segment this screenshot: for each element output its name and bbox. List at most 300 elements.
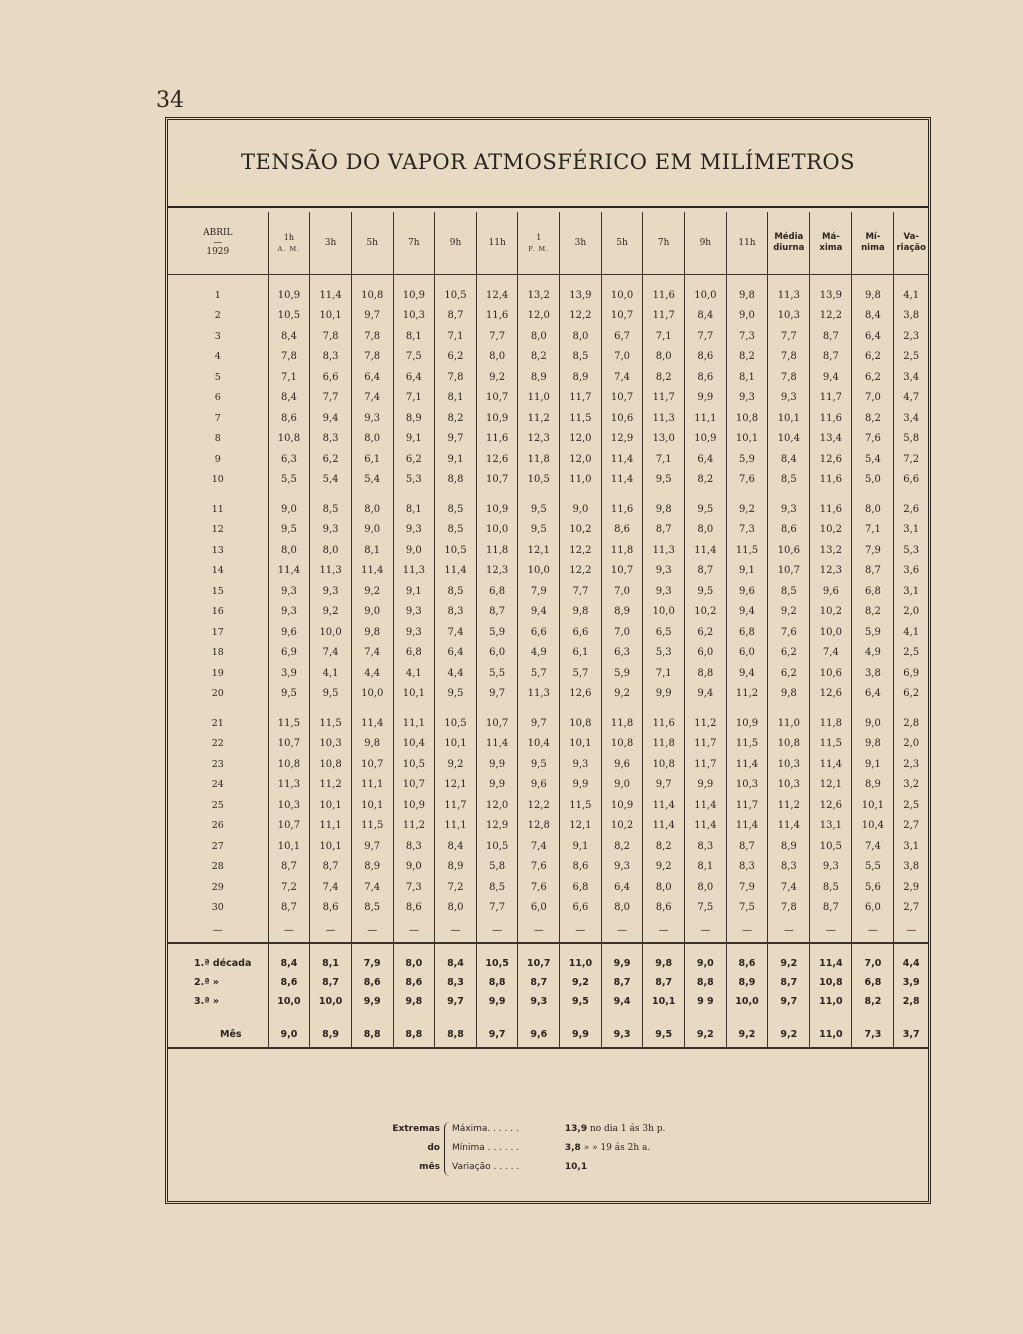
value-cell: 12,3 bbox=[810, 561, 852, 582]
value-cell: 2,8 bbox=[894, 992, 928, 1011]
value-cell: 8,7 bbox=[852, 561, 894, 582]
value-cell: 10,1 bbox=[393, 684, 435, 705]
value-cell: 6,8 bbox=[852, 973, 894, 992]
value-cell: 7,3 bbox=[393, 877, 435, 898]
value-cell: 10,0 bbox=[351, 684, 393, 705]
value-cell: 7,1 bbox=[852, 520, 894, 541]
extremes-caption bbox=[378, 1120, 440, 1177]
day-row bbox=[168, 429, 928, 450]
value-cell: 10,9 bbox=[476, 408, 518, 429]
day-row bbox=[168, 754, 928, 775]
value-cell: 8,6 bbox=[726, 954, 768, 973]
value-cell: 11,0 bbox=[518, 388, 560, 409]
day-row bbox=[168, 704, 928, 734]
value-cell: 2,3 bbox=[894, 326, 928, 347]
value-cell: 4,7 bbox=[894, 388, 928, 409]
value-cell: 9,1 bbox=[435, 449, 477, 470]
value-cell: 6,3 bbox=[268, 449, 310, 470]
value-cell: 8,2 bbox=[643, 367, 685, 388]
value-cell: 11,2 bbox=[685, 704, 727, 734]
value-cell: 11,6 bbox=[810, 490, 852, 520]
value-cell: 11,3 bbox=[518, 684, 560, 705]
value-cell: 5,5 bbox=[268, 470, 310, 491]
day-row bbox=[168, 306, 928, 327]
value-cell: 8,1 bbox=[310, 954, 352, 973]
day-row bbox=[168, 275, 928, 306]
value-cell: 10,7 bbox=[601, 561, 643, 582]
value-cell: 8,6 bbox=[685, 367, 727, 388]
value-cell: 10,3 bbox=[310, 734, 352, 755]
value-cell: 9,3 bbox=[393, 622, 435, 643]
value-cell: 9,2 bbox=[768, 602, 810, 623]
value-cell: 7,8 bbox=[351, 347, 393, 368]
header-hour-period: P. M. bbox=[528, 244, 550, 253]
row-label: 27 bbox=[211, 840, 224, 852]
spacer-cell bbox=[601, 943, 643, 954]
value-cell: 2,6 bbox=[894, 490, 928, 520]
value-cell: 10,7 bbox=[268, 816, 310, 837]
value-cell: 8,1 bbox=[393, 326, 435, 347]
value-cell: 8,3 bbox=[435, 973, 477, 992]
header-hour-label: 3h bbox=[324, 237, 337, 248]
value-cell: 8,4 bbox=[435, 954, 477, 973]
value-cell: 10,5 bbox=[268, 306, 310, 327]
value-cell: 9,9 bbox=[476, 754, 518, 775]
value-cell: 8,0 bbox=[476, 347, 518, 368]
value-cell: 6,4 bbox=[435, 643, 477, 664]
value-cell: 11,7 bbox=[685, 754, 727, 775]
value-cell: 8,0 bbox=[393, 954, 435, 973]
value-cell: 11,5 bbox=[351, 816, 393, 837]
spacer-cell bbox=[168, 943, 268, 954]
dash-cell: — bbox=[685, 918, 727, 943]
day-row bbox=[168, 877, 928, 898]
dash-cell: — bbox=[726, 918, 768, 943]
spacer-cell bbox=[894, 943, 928, 954]
table-title: TENSÃO DO VAPOR ATMOSFÉRICO EM MILÍMETROS bbox=[240, 150, 856, 174]
day-row bbox=[168, 684, 928, 705]
value-cell: 9,8 bbox=[852, 734, 894, 755]
value-cell: 8,5 bbox=[768, 581, 810, 602]
value-cell: 8,8 bbox=[435, 470, 477, 491]
value-cell: 8,5 bbox=[560, 347, 602, 368]
value-cell: 12,6 bbox=[810, 449, 852, 470]
value-cell: 3,4 bbox=[894, 408, 928, 429]
value-cell: 13,9 bbox=[560, 275, 602, 306]
extremes-block bbox=[378, 1120, 698, 1180]
value-cell: 5,4 bbox=[310, 470, 352, 491]
value-cell: 9,6 bbox=[601, 754, 643, 775]
value-cell: 9,7 bbox=[351, 836, 393, 857]
value-cell: 8,7 bbox=[310, 857, 352, 878]
spacer-cell bbox=[393, 943, 435, 954]
value-cell: 2,9 bbox=[894, 877, 928, 898]
value-cell: 8,7 bbox=[726, 836, 768, 857]
row-label: 21 bbox=[211, 717, 224, 729]
value-cell: 8,4 bbox=[852, 306, 894, 327]
value-cell: 12,2 bbox=[560, 561, 602, 582]
value-cell: 8,0 bbox=[268, 540, 310, 561]
value-cell: 7,9 bbox=[852, 540, 894, 561]
extremes-values bbox=[452, 1120, 665, 1177]
value-cell: 11,4 bbox=[685, 816, 727, 837]
value-cell: 10,5 bbox=[518, 470, 560, 491]
value-cell: 12,6 bbox=[560, 684, 602, 705]
value-cell: 13,1 bbox=[810, 816, 852, 837]
value-cell: 6,2 bbox=[310, 449, 352, 470]
value-cell: 12,2 bbox=[810, 306, 852, 327]
value-cell: 7,4 bbox=[310, 643, 352, 664]
spacer-cell bbox=[310, 943, 352, 954]
value-cell: 8,8 bbox=[393, 1011, 435, 1048]
value-cell: 11,2 bbox=[310, 775, 352, 796]
dash-cell: — bbox=[393, 918, 435, 943]
header-maxima: Má- xima bbox=[810, 212, 852, 275]
value-cell: 7,2 bbox=[435, 877, 477, 898]
value-cell: 10,7 bbox=[518, 954, 560, 973]
dash-cell: — bbox=[268, 918, 310, 943]
value-cell: 10,1 bbox=[726, 429, 768, 450]
value-cell: 8,8 bbox=[685, 973, 727, 992]
value-cell: 8,1 bbox=[393, 490, 435, 520]
dash-row bbox=[168, 918, 928, 943]
value-cell: 6,3 bbox=[601, 643, 643, 664]
value-cell: 7,3 bbox=[726, 520, 768, 541]
value-cell: 10,2 bbox=[560, 520, 602, 541]
value-cell: 8,3 bbox=[393, 836, 435, 857]
value-cell: 8,6 bbox=[351, 973, 393, 992]
value-cell: 9,9 bbox=[351, 992, 393, 1011]
row-label: 3 bbox=[214, 330, 221, 342]
value-cell: 9,0 bbox=[726, 306, 768, 327]
value-cell: 9,3 bbox=[643, 561, 685, 582]
value-cell: 11,0 bbox=[810, 1011, 852, 1048]
value-cell: 2,7 bbox=[894, 898, 928, 919]
value-cell: 11,6 bbox=[810, 408, 852, 429]
value-cell: 10,0 bbox=[685, 275, 727, 306]
value-cell: 3,4 bbox=[894, 367, 928, 388]
day-row bbox=[168, 643, 928, 664]
value-cell: 13,2 bbox=[810, 540, 852, 561]
value-cell: 10,0 bbox=[601, 275, 643, 306]
row-label: 20 bbox=[211, 688, 224, 700]
value-cell: 8,5 bbox=[810, 877, 852, 898]
value-cell: 9,5 bbox=[643, 470, 685, 491]
decade-row bbox=[168, 973, 928, 992]
value-cell: 5,4 bbox=[351, 470, 393, 491]
value-cell: 11,3 bbox=[643, 408, 685, 429]
value-cell: 8,4 bbox=[685, 306, 727, 327]
value-cell: 10,7 bbox=[601, 306, 643, 327]
header-hour-label: 3h bbox=[574, 237, 587, 248]
value-cell: 3,2 bbox=[894, 775, 928, 796]
value-cell: 10,0 bbox=[310, 622, 352, 643]
value-cell: 12,1 bbox=[518, 540, 560, 561]
day-row bbox=[168, 449, 928, 470]
row-label: 14 bbox=[211, 565, 224, 577]
day-row bbox=[168, 326, 928, 347]
value-cell: 5,9 bbox=[726, 449, 768, 470]
value-cell: 10,1 bbox=[852, 795, 894, 816]
value-cell: 12,1 bbox=[560, 816, 602, 837]
value-cell: 6,0 bbox=[852, 898, 894, 919]
day-row bbox=[168, 581, 928, 602]
value-cell: 11,3 bbox=[393, 561, 435, 582]
value-cell: 3,8 bbox=[894, 857, 928, 878]
value-cell: 11,1 bbox=[393, 704, 435, 734]
header-row bbox=[168, 212, 928, 275]
value-cell: 8,0 bbox=[351, 429, 393, 450]
value-cell: 9,1 bbox=[393, 429, 435, 450]
dash-cell: — bbox=[852, 918, 894, 943]
value-cell: 10,8 bbox=[810, 973, 852, 992]
header-hour-10 bbox=[643, 212, 685, 275]
value-cell: 9,4 bbox=[310, 408, 352, 429]
value-cell: 6,1 bbox=[351, 449, 393, 470]
value-cell: 9,5 bbox=[518, 754, 560, 775]
row-label: 25 bbox=[211, 799, 224, 811]
spacer-row bbox=[168, 943, 928, 954]
value-cell: 5,9 bbox=[852, 622, 894, 643]
value-cell: 11,5 bbox=[560, 408, 602, 429]
value-cell: 7,0 bbox=[852, 954, 894, 973]
value-cell: 11,8 bbox=[518, 449, 560, 470]
value-cell: 11,0 bbox=[560, 954, 602, 973]
value-cell: 7,4 bbox=[351, 877, 393, 898]
day-row bbox=[168, 490, 928, 520]
value-cell: 6,6 bbox=[560, 622, 602, 643]
value-cell: 10,4 bbox=[852, 816, 894, 837]
value-cell: 4,1 bbox=[393, 663, 435, 684]
value-cell: 10,5 bbox=[476, 954, 518, 973]
value-cell: 6,0 bbox=[476, 643, 518, 664]
value-cell: 8,5 bbox=[310, 490, 352, 520]
header-hour-label: 5h bbox=[366, 237, 378, 248]
value-cell: 7,1 bbox=[268, 367, 310, 388]
header-minima: Mí- nima bbox=[852, 212, 894, 275]
value-cell: 7,0 bbox=[601, 581, 643, 602]
value-cell: 9,9 bbox=[685, 775, 727, 796]
value-cell: 10,5 bbox=[810, 836, 852, 857]
value-cell: 6,8 bbox=[560, 877, 602, 898]
dash-cell: — bbox=[601, 918, 643, 943]
value-cell: 7,5 bbox=[393, 347, 435, 368]
value-cell: 12,0 bbox=[518, 306, 560, 327]
header-year: 1929 bbox=[206, 247, 230, 257]
value-cell: 5,4 bbox=[852, 449, 894, 470]
decade-row bbox=[168, 954, 928, 973]
value-cell: 9,3 bbox=[268, 602, 310, 623]
value-cell: 9,4 bbox=[726, 663, 768, 684]
value-cell: 9,7 bbox=[435, 429, 477, 450]
row-label: 7 bbox=[214, 412, 221, 424]
value-cell: 6,8 bbox=[852, 581, 894, 602]
value-cell: 10,9 bbox=[685, 429, 727, 450]
value-cell: 10,7 bbox=[476, 470, 518, 491]
value-cell: 8,6 bbox=[601, 520, 643, 541]
header-hour-11 bbox=[685, 212, 727, 275]
value-cell: 9,3 bbox=[601, 1011, 643, 1048]
value-cell: 12,0 bbox=[476, 795, 518, 816]
value-cell: 7,9 bbox=[726, 877, 768, 898]
value-cell: 9,8 bbox=[852, 275, 894, 306]
value-cell: 8,3 bbox=[768, 857, 810, 878]
dash-cell: — bbox=[351, 918, 393, 943]
value-cell: 9,2 bbox=[601, 684, 643, 705]
row-label: 17 bbox=[211, 626, 224, 638]
value-cell: 6,6 bbox=[560, 898, 602, 919]
value-cell: 3,7 bbox=[894, 1011, 928, 1048]
dash-cell: — bbox=[435, 918, 477, 943]
value-cell: 11,4 bbox=[601, 449, 643, 470]
value-cell: 7,4 bbox=[601, 367, 643, 388]
value-cell: 10,7 bbox=[476, 704, 518, 734]
value-cell: 8,0 bbox=[643, 347, 685, 368]
spacer-cell bbox=[435, 943, 477, 954]
row-label: 5 bbox=[214, 371, 221, 383]
row-label: 30 bbox=[211, 902, 224, 914]
value-cell: 9,5 bbox=[518, 520, 560, 541]
header-hour-5 bbox=[435, 212, 477, 275]
value-cell: 6,4 bbox=[393, 367, 435, 388]
value-cell: 3,6 bbox=[894, 561, 928, 582]
value-cell: 8,7 bbox=[268, 898, 310, 919]
value-cell: 8,7 bbox=[268, 857, 310, 878]
value-cell: 11,0 bbox=[810, 992, 852, 1011]
value-cell: 8,6 bbox=[310, 898, 352, 919]
value-cell: 8,9 bbox=[852, 775, 894, 796]
value-cell: 7,3 bbox=[726, 326, 768, 347]
value-cell: 10,5 bbox=[393, 754, 435, 775]
value-cell: 3,1 bbox=[894, 520, 928, 541]
value-cell: 10,6 bbox=[768, 540, 810, 561]
value-cell: 5,3 bbox=[643, 643, 685, 664]
spacer-cell bbox=[810, 943, 852, 954]
value-cell: 6,8 bbox=[476, 581, 518, 602]
value-cell: 11,4 bbox=[685, 540, 727, 561]
value-cell: 7,6 bbox=[518, 877, 560, 898]
value-cell: 9,6 bbox=[518, 775, 560, 796]
day-row bbox=[168, 347, 928, 368]
value-cell: 9,7 bbox=[643, 775, 685, 796]
value-cell: 8,7 bbox=[685, 561, 727, 582]
value-cell: 11,6 bbox=[476, 429, 518, 450]
value-cell: 9,2 bbox=[560, 973, 602, 992]
value-cell: 11,7 bbox=[643, 388, 685, 409]
value-cell: 8,9 bbox=[768, 836, 810, 857]
value-cell: 10,7 bbox=[393, 775, 435, 796]
value-cell: 9,8 bbox=[643, 490, 685, 520]
value-cell: 5,5 bbox=[476, 663, 518, 684]
value-cell: 7,7 bbox=[476, 898, 518, 919]
day-row bbox=[168, 408, 928, 429]
value-cell: 7,5 bbox=[726, 898, 768, 919]
dash-cell: — bbox=[810, 918, 852, 943]
value-cell: 7,8 bbox=[310, 326, 352, 347]
min-label: Mínima . . . . . . bbox=[452, 1143, 520, 1153]
value-cell: 11,0 bbox=[560, 470, 602, 491]
row-label: 28 bbox=[211, 861, 224, 873]
value-cell: 9,6 bbox=[810, 581, 852, 602]
value-cell: 8,4 bbox=[268, 954, 310, 973]
value-cell: 9,3 bbox=[601, 857, 643, 878]
day-row bbox=[168, 663, 928, 684]
value-cell: 7,4 bbox=[351, 388, 393, 409]
value-cell: 8,4 bbox=[268, 326, 310, 347]
value-cell: 8,6 bbox=[560, 857, 602, 878]
value-cell: 11,6 bbox=[601, 490, 643, 520]
value-cell: 7,8 bbox=[768, 898, 810, 919]
value-cell: 9,5 bbox=[268, 520, 310, 541]
row-label: 1.ª década bbox=[194, 958, 252, 969]
header-dash: — bbox=[213, 238, 223, 248]
value-cell: 9,6 bbox=[268, 622, 310, 643]
value-cell: 11,4 bbox=[810, 754, 852, 775]
value-cell: 9,3 bbox=[393, 520, 435, 541]
value-cell: 9,8 bbox=[768, 684, 810, 705]
value-cell: 2,8 bbox=[894, 704, 928, 734]
value-cell: 9,8 bbox=[393, 992, 435, 1011]
value-cell: 5,0 bbox=[852, 470, 894, 491]
value-cell: 8,9 bbox=[393, 408, 435, 429]
value-cell: 8,3 bbox=[726, 857, 768, 878]
day-row bbox=[168, 836, 928, 857]
value-cell: 10,8 bbox=[643, 754, 685, 775]
value-cell: 11,0 bbox=[768, 704, 810, 734]
value-cell: 5,8 bbox=[476, 857, 518, 878]
spacer-cell bbox=[268, 943, 310, 954]
value-cell: 7,0 bbox=[601, 622, 643, 643]
value-cell: 9,2 bbox=[643, 857, 685, 878]
value-cell: 11,4 bbox=[726, 816, 768, 837]
dash-cell: — bbox=[643, 918, 685, 943]
value-cell: 7,4 bbox=[351, 643, 393, 664]
value-cell: 6,0 bbox=[685, 643, 727, 664]
value-cell: 12,2 bbox=[560, 306, 602, 327]
value-cell: 9,3 bbox=[310, 581, 352, 602]
value-cell: 11,4 bbox=[351, 704, 393, 734]
value-cell: 7,6 bbox=[852, 429, 894, 450]
value-cell: 9,1 bbox=[852, 754, 894, 775]
day-row bbox=[168, 816, 928, 837]
day-row bbox=[168, 520, 928, 541]
value-cell: 2,0 bbox=[894, 734, 928, 755]
value-cell: 7,6 bbox=[726, 470, 768, 491]
value-cell: 4,1 bbox=[894, 275, 928, 306]
value-cell: 4,4 bbox=[351, 663, 393, 684]
value-cell: 11,6 bbox=[476, 306, 518, 327]
value-cell: 10,8 bbox=[768, 734, 810, 755]
value-cell: 10,9 bbox=[476, 490, 518, 520]
value-cell: 11,4 bbox=[643, 816, 685, 837]
value-cell: 10,9 bbox=[601, 795, 643, 816]
value-cell: 11,3 bbox=[310, 561, 352, 582]
value-cell: 8,2 bbox=[852, 408, 894, 429]
value-cell: 9,2 bbox=[768, 954, 810, 973]
row-label: 26 bbox=[211, 820, 224, 832]
spacer-cell bbox=[476, 943, 518, 954]
row-label: 11 bbox=[211, 503, 224, 515]
value-cell: 7,7 bbox=[310, 388, 352, 409]
row-label: 23 bbox=[211, 758, 224, 770]
value-cell: 9,2 bbox=[476, 367, 518, 388]
spacer-cell bbox=[726, 943, 768, 954]
value-cell: 6,4 bbox=[852, 684, 894, 705]
header-hour-label: 7h bbox=[657, 237, 670, 248]
value-cell: 9,0 bbox=[351, 520, 393, 541]
value-cell: 10,0 bbox=[518, 561, 560, 582]
value-cell: 5,5 bbox=[852, 857, 894, 878]
